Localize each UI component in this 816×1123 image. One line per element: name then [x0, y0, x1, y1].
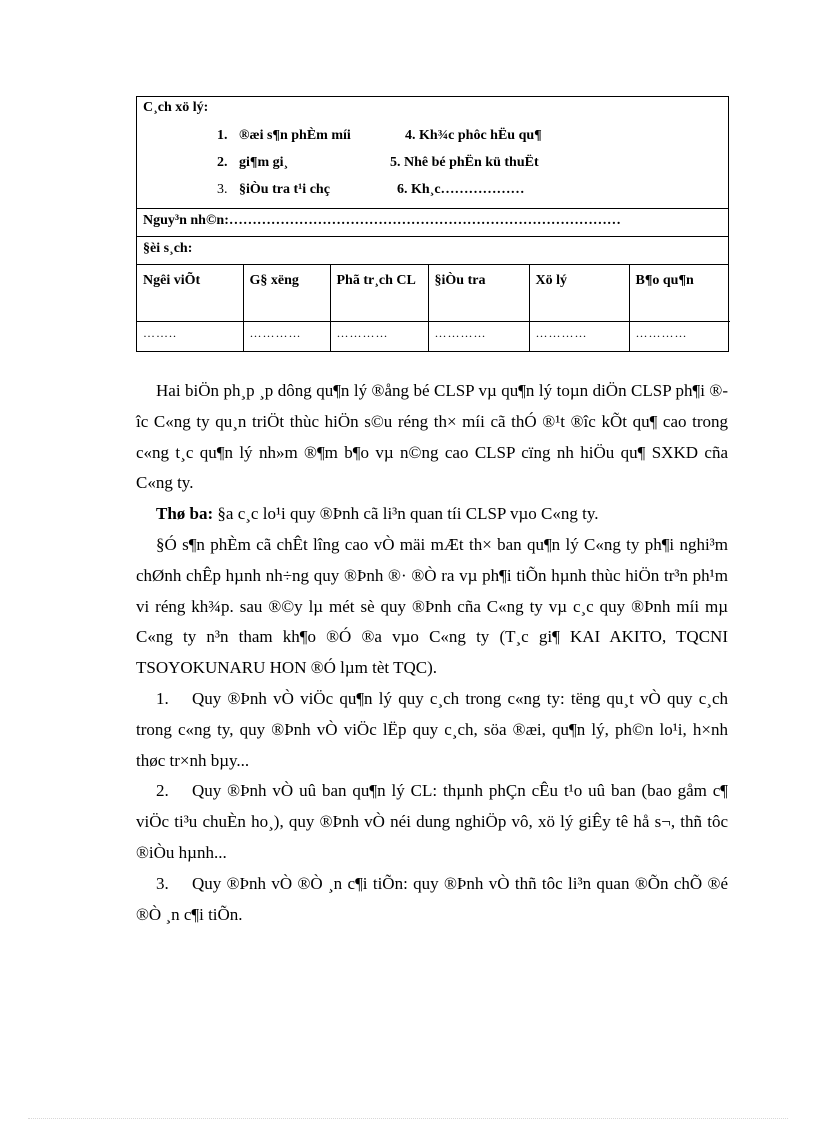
list-item: 2. Quy ®Þnh vÒ uû ban qu¶n lý CL: thµnh phÇn cÊu t¹o uû ban (bao gåm c¶ viÖc ti³u chuÈn ho¸), quy ®Þnh vÒ néi dung nghiÖp vô, xö lý giÊy tê hå s¬, thñ tôc ®iÒu hµnh...	[136, 781, 728, 862]
blank-cell: …………	[330, 322, 428, 352]
paragraph: §Ó s¶n phÈm cã chÊt lîng cao vÒ mäi mÆt th× ban qu¶n lý C«ng ty ph¶i nghi³m chØnh chÊp hµnh nh÷ng quy ®Þnh ®· ®Ò ra vµ ph¶i tiÕn hµnh thùc hiÖn tr³n ph¹m vi réng kh¾p. sau ®©y lµ mét sè quy ®Þnh cña C«ng ty vµ c¸c quy ®Þnh míi mµ C«ng ty n³n tham kh¶o ®Ó ®a vµo C«ng ty (T¸c gi¶ KAI AKITO, TQCNI TSOYOKUNARU HON ®Ó lµm tèt TQC).	[136, 534, 728, 678]
method-item: 2. gi¶m gi¸	[217, 155, 289, 170]
cause-row: Nguy³n nh©n:…………………………………………………………………………	[137, 209, 728, 237]
blank-cell: …………	[529, 322, 629, 352]
blank-cell: ……..	[143, 326, 177, 340]
quality-handling-form	[136, 96, 729, 352]
blank-cell: …………	[428, 322, 529, 352]
blank-cell: …………	[629, 322, 730, 352]
column-header: Ngêi viÕt	[137, 265, 243, 322]
paragraph: Hai biÖn ph¸p ¸p dông qu¶n lý ®ång bé CLSP vµ qu¶n lý toµn diÖn CLSP ph¶i ®îc C«ng ty qu¸n triÖt thùc hiÖn s©u réng th× míi cã thÓ ®¹t ®îc kÕt qu¶ cao trong c«ng t¸c qu¶n lý nh»m ®¶m b¶o vµ n©ng cao CLSP cïng nh hiÖu qu¶ SXKD cña C«ng ty.	[136, 381, 728, 493]
signature-blank-row	[137, 322, 730, 352]
method-item: 4. Kh¾c phôc hËu qu¶	[405, 128, 542, 143]
methods-title: C¸ch xö lý:	[143, 100, 209, 115]
column-header: B¶o qu¶n	[629, 265, 730, 322]
column-header: §iÒu tra	[428, 265, 529, 322]
method-item: 3. §iÒu tra t¹i chç	[217, 182, 330, 197]
column-header: G§ xëng	[243, 265, 330, 322]
handling-methods-section	[137, 97, 728, 209]
countermeasure-row: §èi s¸ch:	[137, 237, 728, 265]
page-bottom-divider	[28, 1118, 788, 1119]
signature-header-row	[137, 265, 730, 322]
signature-table	[137, 265, 730, 351]
section-label: Thø ba:	[156, 504, 214, 524]
list-item: 1. Quy ®Þnh vÒ viÖc qu¶n lý quy c¸ch trong c«ng ty: tëng qu¸t vÒ quy c¸ch trong c«ng ty, quy ®Þnh vÒ viÖc lËp quy c¸ch, söa ®æi, qu¶n lý, ph©n lo¹i, h×nh thøc tr×nh bµy...	[136, 688, 728, 770]
method-item: 5. Nhê bé phËn kü thuËt	[390, 155, 539, 170]
method-item: 6. Kh¸c………………	[397, 182, 525, 197]
body-text	[136, 376, 728, 930]
blank-cell: …………	[243, 322, 330, 352]
column-header: Xö lý	[529, 265, 629, 322]
paragraph: Thø ba: §a c¸c lo¹i quy ®Þnh cã li³n quan tíi CLSP vµo C«ng ty.	[156, 504, 599, 524]
method-item: 1. ®æi s¶n phÈm míi	[217, 128, 351, 143]
list-item: 3. Quy ®Þnh vÒ ®Ò ¸n c¶i tiÕn: quy ®Þnh vÒ thñ tôc li³n quan ®Õn chÕ ®é ®Ò ¸n c¶i tiÕn.	[136, 873, 728, 924]
column-header: Phã tr¸ch CL	[330, 265, 428, 322]
